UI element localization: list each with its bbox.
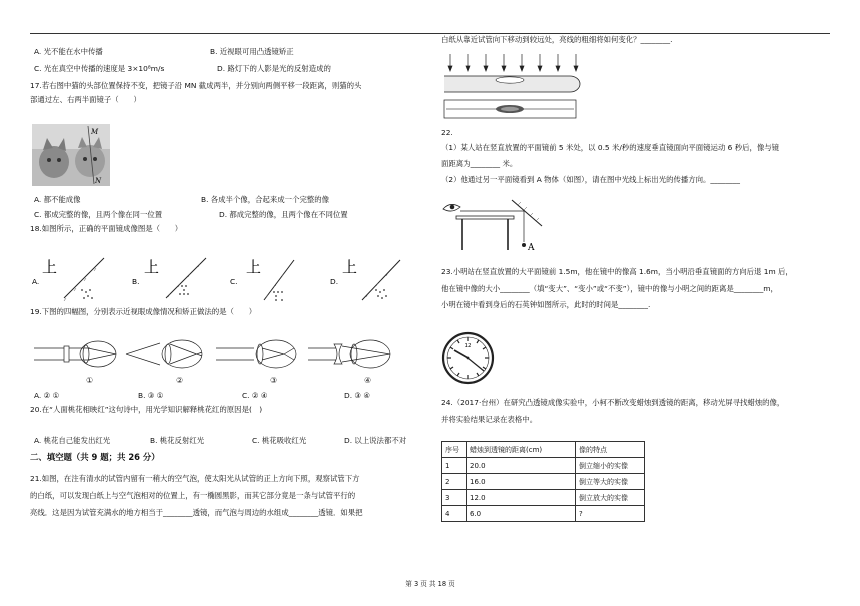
table-row: [442, 474, 645, 490]
q19-label-3: ③: [270, 376, 278, 385]
table-cell: 倒立等大的实像: [576, 474, 645, 490]
q23-clock-figure: [440, 330, 496, 386]
table-cell: 6.0: [467, 506, 576, 522]
q19-figure-1: [34, 341, 116, 385]
section-2-title: 二、填空题（共 9 题；共 26 分）: [30, 452, 160, 462]
q21-test-tube-figure: [440, 52, 585, 124]
q18-glyph-c: 上: [246, 258, 262, 276]
q17-option-b: B. 各成半个像，合起来成一个完整的像: [201, 195, 330, 204]
table-cell: 2: [442, 474, 467, 490]
q22-part1-line2: 面距离为________ 米。: [441, 159, 518, 168]
q18-label-b: B.: [132, 277, 140, 286]
table-header-row: [442, 442, 645, 458]
header-rule: [30, 33, 830, 34]
q19-option-b: B. ③ ①: [138, 391, 164, 400]
table-header-cell: 像的特点: [576, 442, 645, 458]
q24-results-table: [441, 441, 645, 522]
q18-label-a: A.: [32, 277, 40, 286]
q17-cat-mirror-photo: [32, 124, 110, 186]
q22-number: 22.: [441, 128, 453, 137]
q18-label-d: D.: [330, 277, 339, 286]
table-cell: 1: [442, 458, 467, 474]
q18-figure-a: [32, 258, 104, 301]
q18-figure-d: [330, 258, 400, 300]
table-cell: 倒立放大的实像: [576, 490, 645, 506]
table-cell: 倒立缩小的实像: [576, 458, 645, 474]
q21-line4: 白纸从靠近试管向下移动到较远处，亮线的粗细将如何变化？________.: [441, 35, 673, 44]
q20-option-b: B. 桃花反射红光: [150, 436, 205, 445]
q17-option-d: D. 都成完整的像，且两个像在不同位置: [219, 210, 348, 219]
q20-option-a: A. 桃花自己能发出红光: [34, 436, 111, 445]
q20-option-c: C. 桃花吸收红光: [252, 436, 307, 445]
q18-glyph-d: 上: [342, 258, 358, 276]
q21-line2: 的白纸，可以发现白纸上与空气泡相对的位置上，有一椭圆黑影，而其它部分竟是一条与试管平行的: [30, 491, 356, 500]
q19-option-c: C. ② ④: [242, 391, 268, 400]
q16-option-d: D. 路灯下的人影是光的反射造成的: [217, 64, 331, 73]
q19-eye-figures: [30, 335, 420, 385]
q23-line2: 他在镜中像的大小________（填“变大”、“变小”或“不变”），镜中的像与小明之间的距离是________m，: [441, 284, 778, 293]
q18-glyph-b: 上: [144, 258, 160, 276]
q18-label-c: C.: [230, 277, 238, 286]
q19-stem: 19.下图的四幅图，分别表示近视眼成像情况和矫正做法的是（ ）: [30, 307, 257, 316]
q19-label-4: ④: [364, 376, 372, 385]
q22-part1-line1: （1）某人站在竖直放置的平面镜前 5 米处，以 0.5 米/秒的速度垂直镜面向平面镜运动 6 秒后，像与镜: [441, 143, 780, 152]
q17-option-c: C. 都成完整的像，且两个像在同一位置: [34, 210, 163, 219]
q17-stem-line1: 17.若右图中猫的头部位置保持不变，把镜子沿 MN 截成两半，并分别向两侧平移一段距离，则猫的头: [30, 81, 362, 90]
q24-line2: 并将实验结果记录在表格中。: [441, 415, 538, 424]
q19-option-d: D. ③ ④: [344, 391, 370, 400]
q19-figure-2: [126, 340, 202, 385]
q18-stem: 18.如图所示，正确的平面镜成像图是（ ）: [30, 224, 183, 233]
table-header-cell: 蜡烛到透镜的距离(cm): [467, 442, 576, 458]
table-row: [442, 490, 645, 506]
q17-option-a: A. 都不能成像: [34, 195, 81, 204]
q19-option-a: A. ② ①: [34, 391, 60, 400]
q24-line1: 24.（2017·台州）在研究凸透镜成像实验中，小柯不断改变蜡烛到透镜的距离，移动光屏寻找蜡烛的像，: [441, 398, 785, 407]
q21-line3: 亮线．这是因为试管充满水的地方相当于________透镜，而气泡与周边的水组成________透镜．如果把: [30, 508, 363, 517]
table-cell: 16.0: [467, 474, 576, 490]
q23-line1: 23.小明站在竖直放置的大平面镜前 1.5m，他在镜中的像高 1.6m，当小明沿垂直镜面的方向后退 1m 后，: [441, 267, 793, 276]
q20-option-d: D. 以上说法都不对: [344, 436, 407, 445]
q16-option-a: A. 光不能在水中传播: [34, 47, 103, 56]
table-cell: 4: [442, 506, 467, 522]
table-header-cell: 序号: [442, 442, 467, 458]
table-cell: 20.0: [467, 458, 576, 474]
q19-label-1: ①: [86, 376, 94, 385]
q22-mirror-figure: [440, 192, 562, 256]
q16-option-b: B. 近视眼可用凸透镜矫正: [210, 47, 294, 56]
q18-figure-c: [230, 258, 294, 301]
q20-stem: 20.在“人面桃花相映红”这句诗中，用光学知识解释桃花红的原因是( ): [30, 405, 263, 414]
table-row: [442, 458, 645, 474]
q19-figure-3: [216, 340, 296, 385]
q17-label-n: N: [95, 177, 102, 185]
page-footer: 第 3 页 共 18 页: [405, 580, 455, 588]
q22-label-a: A: [528, 243, 535, 253]
q19-figure-4: [308, 340, 390, 385]
q18-figures: [32, 254, 412, 306]
q17-stem-line2: 部通过左、右两半面镜子（ ）: [30, 95, 141, 104]
q22-part2: （2）他通过另一平面镜看到 A 物体（如图），请在图中光线上标出光的传播方向。________: [441, 175, 740, 184]
table-cell: 3: [442, 490, 467, 506]
q19-label-2: ②: [176, 376, 184, 385]
q21-line1: 21.如图，在注有清水的试管内留有一稍大的空气泡，使太阳光从试管的正上方向下照，观察试管下方: [30, 474, 360, 483]
q16-option-c: C. 光在真空中传播的速度是 3×10⁸m/s: [34, 64, 165, 73]
q17-label-m: M: [91, 128, 99, 136]
table-cell: 12.0: [467, 490, 576, 506]
q18-figure-b: [132, 258, 206, 298]
table-cell: ?: [576, 506, 645, 522]
q18-glyph-a: 上: [42, 258, 58, 276]
q23-clock-12: 12: [464, 343, 472, 349]
table-row: [442, 506, 645, 522]
q23-line3: 小明在镜中看到身后的石英钟如图所示，此时的时间是________.: [441, 300, 651, 309]
